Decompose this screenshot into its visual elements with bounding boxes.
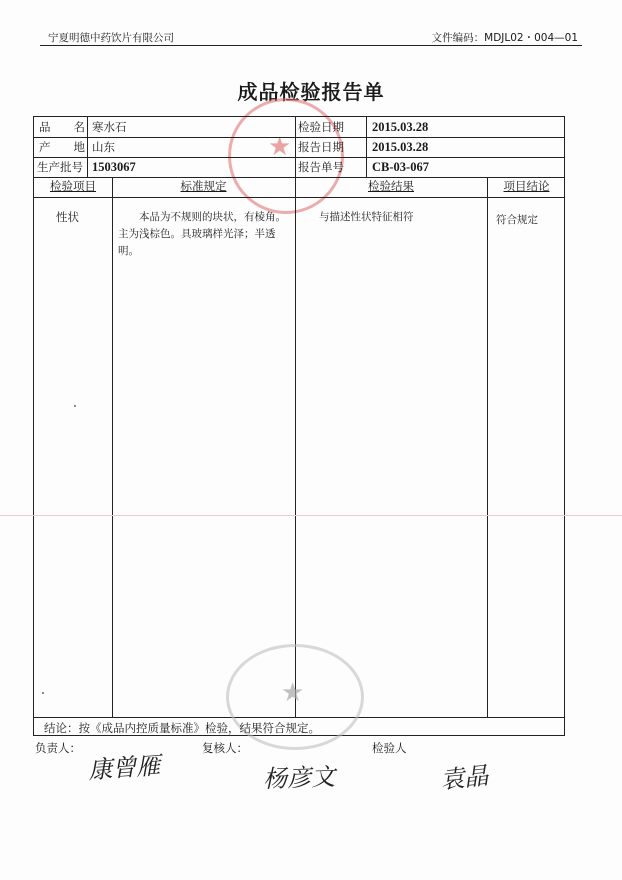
result-cell: 与描述性状特征相符 <box>319 211 414 223</box>
column-header-result: 检验结果 <box>368 179 414 193</box>
inspect-date-label: 检验日期 <box>298 120 344 134</box>
item-cell: 性状 <box>56 210 79 224</box>
document-code: 文件编码：MDJL02・004—01 <box>431 32 578 44</box>
col-divider <box>295 117 296 177</box>
stamp-star-icon: ★ <box>281 678 305 708</box>
report-date-value: 2015.03.28 <box>372 140 429 154</box>
origin-label: 产 地 <box>39 140 85 154</box>
name-label: 品 名 <box>39 120 85 134</box>
row-divider <box>34 197 564 198</box>
row-divider <box>34 717 564 718</box>
name-value: 寒水石 <box>92 120 127 134</box>
report-table <box>33 116 565 736</box>
inspector-label: 检验人 <box>372 741 407 755</box>
final-conclusion: 结论：按《成品内控质量标准》检验，结果符合规定。 <box>44 721 320 735</box>
column-header-standard: 标准规定 <box>180 179 227 193</box>
batch-value: 1503067 <box>92 160 136 174</box>
report-date-label: 报告日期 <box>298 140 344 154</box>
inspect-date-value: 2015.03.28 <box>372 120 429 134</box>
col-divider <box>87 117 88 177</box>
col-divider <box>487 177 488 717</box>
reviewer-label: 复核人： <box>202 741 248 755</box>
col-divider <box>112 177 113 717</box>
reviewer-signature-image: 杨彦文 <box>262 762 336 794</box>
responsible-signature-image: 康曾雁 <box>87 751 162 785</box>
scan-artifact-line <box>0 515 622 516</box>
col-divider <box>366 117 367 177</box>
report-no-value: CB-03-067 <box>372 160 429 174</box>
row-conclusion-cell: 符合规定 <box>496 214 538 226</box>
company-name: 宁夏明德中药饮片有限公司 <box>48 32 174 44</box>
standard-cell: 本品为不规则的块状，有棱角。主为浅棕色。具玻璃样光泽；半透明。 <box>118 211 286 257</box>
batch-label: 生产批号 <box>37 160 83 174</box>
header-rule <box>40 45 582 46</box>
scan-speck <box>74 405 76 407</box>
scan-speck <box>42 692 44 694</box>
inspector-signature-image: 袁晶 <box>438 761 490 795</box>
col-divider <box>295 177 296 717</box>
responsible-label: 负责人： <box>35 741 81 755</box>
column-header-item: 检验项目 <box>50 179 96 193</box>
column-header-conclusion: 项目结论 <box>503 179 550 193</box>
report-no-label: 报告单号 <box>298 160 344 174</box>
page-title: 成品检验报告单 <box>237 80 385 104</box>
stamp-star-icon: ★ <box>268 132 292 162</box>
origin-value: 山东 <box>92 140 115 154</box>
